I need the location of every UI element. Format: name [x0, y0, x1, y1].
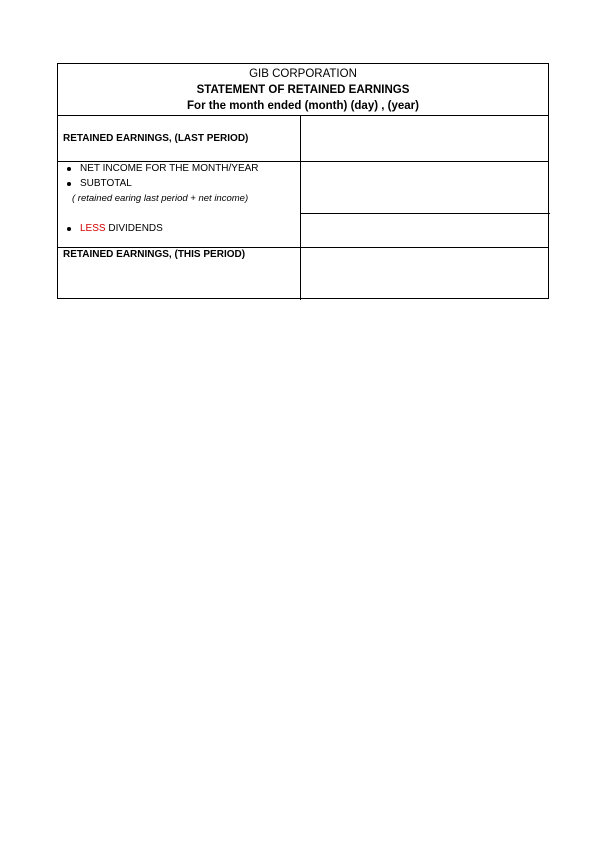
- subtotal-note: ( retained earing last period + net income): [72, 193, 249, 204]
- last-period-value-cell[interactable]: [301, 116, 550, 161]
- bullet-icon: [67, 227, 71, 231]
- dividends-label: DIVIDENDS: [108, 223, 163, 234]
- retained-earnings-last-period-label: RETAINED EARNINGS, (LAST PERIOD): [63, 133, 249, 144]
- retained-earnings-this-period-label: RETAINED EARNINGS, (THIS PERIOD): [63, 249, 246, 260]
- statement-period: For the month ended (month) (day) , (year): [187, 100, 419, 112]
- statement-table: [57, 63, 549, 299]
- statement-header: [58, 64, 548, 116]
- subtotal-label: SUBTOTAL: [80, 178, 132, 189]
- net-income-item: [80, 163, 259, 174]
- less-dividends-item: [80, 223, 163, 234]
- subtotal-item: [80, 178, 132, 189]
- company-name: GIB CORPORATION: [249, 68, 357, 80]
- net-income-value-cell[interactable]: [301, 162, 550, 213]
- less-word: LESS: [80, 223, 106, 234]
- this-period-value-cell[interactable]: [301, 248, 550, 299]
- statement-title: STATEMENT OF RETAINED EARNINGS: [196, 84, 410, 96]
- net-income-label: NET INCOME FOR THE MONTH/YEAR: [80, 163, 259, 174]
- bullet-icon: [67, 167, 71, 171]
- bullet-icon: [67, 182, 71, 186]
- dividends-value-cell[interactable]: [301, 214, 550, 247]
